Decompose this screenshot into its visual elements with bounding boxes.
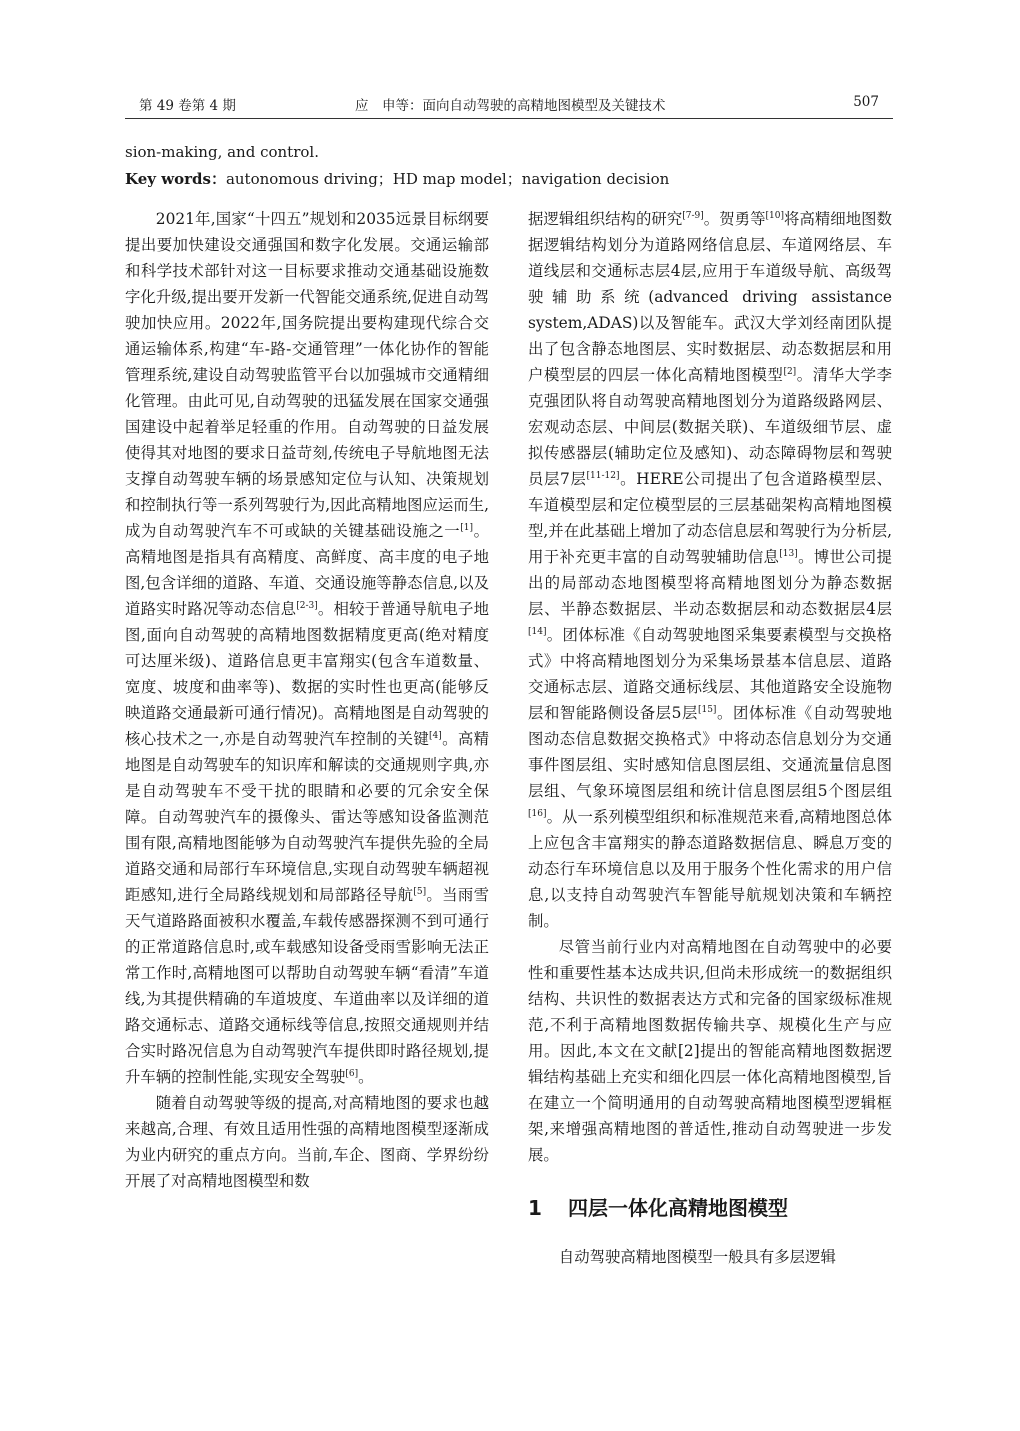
keywords (125, 168, 669, 189)
section-heading (528, 1194, 892, 1222)
citation: [10] (765, 211, 784, 221)
page-number: 507 (853, 94, 879, 110)
text-run: 据逻辑组织结构的研究 (528, 210, 683, 228)
text-run: 。从一系列模型组织和标准规范来看,高精地图总体上应包含丰富翔实的静态道路数据信息、瞬息万变的动态行车环境信息以及用于服务个性化需求的用户信息,以支持自动驾驶汽车智能导航规划决策和车辆控制。 (528, 808, 892, 930)
text-run: 。 (358, 1068, 374, 1086)
text-run: 。清华大学李克强团队将自动驾驶高精地图划分为道路级路网层、宏观动态层、中间层(数据关联)、车道级细节层、虚拟传感器层(辅助定位及感知)、动态障碍物层和驾驶员层7层 (528, 366, 892, 488)
text-run: 。高精地图是自动驾驶车的知识库和解读的交通规则字典,亦是自动驾驶车不受干扰的眼睛和必要的冗余安全保障。自动驾驶汽车的摄像头、雷达等感知设备监测范围有限,高精地图能够为自动驾驶汽车提供先验的全局道路交通和局部行车环境信息,实现自动驾驶车辆超视距感知,进行全局路线规划和局部路径导航 (125, 730, 489, 904)
body-paragraph: 尽管当前行业内对高精地图在自动驾驶中的必要性和重要性基本达成共识,但尚未形成统一的数据组织结构、共识性的数据表达方式和完备的国家级标准规范,不利于高精地图数据传输共享、规模化生产与应用。因此,本文在文献[2]提出的智能高精地图数据逻辑结构基础上充实和细化四层一体化高精地图模型,旨在建立一个简明通用的自动驾驶高精地图模型逻辑框架,来增强高精地图的普适性,推动自动驾驶进一步发展。 (528, 938, 892, 1164)
text-run: 。HERE公司提出了包含道路模型层、车道模型层和定位模型层的三层基础架构高精地图模型,并在此基础上增加了动态信息层和驾驶行为分析层,用于补充更丰富的自动驾驶辅助信息 (528, 470, 892, 566)
keywords-label: Key words： (125, 170, 226, 188)
text-run: 2021年,国家“十四五”规划和2035远景目标纲要提出要加快建设交通强国和数字化发展。交通运输部和科学技术部针对这一目标要求推动交通基础设施数字化升级,提出要开发新一代智能交通系统,促进自动驾驶加快应用。2022年,国务院提出要构建现代综合交通运输体系,构建“车-路-交通管理”一体化协作的智能管理系统,建设自动驾驶监管平台以加强城市交通精细化管理。由此可见,自动驾驶的迅猛发展在国家交通强国建设中起着举足轻重的作用。自动驾驶的日益发展使得其对地图的要求日益苛刻,传统电子导航地图无法支撑自动驾驶车辆的场景感知定位与认知、决策规划和控制执行等一系列驾驶行为,因此高精地图应运而生,成为自动驾驶汽车不可或缺的关键基础设施之一 (125, 210, 489, 540)
right-column (528, 206, 892, 1270)
citation: [11-12] (586, 471, 620, 481)
citation: [16] (528, 809, 547, 819)
abstract-tail: sion-making, and control. (125, 143, 319, 161)
body-paragraph: 自动驾驶高精地图模型一般具有多层逻辑 (558, 1248, 836, 1266)
text-run: 。高精地图是指具有高精度、高鲜度、高丰度的电子地图,包含详细的道路、车道、交通设施等静态信息,以及道路实时路况等动态信息 (125, 522, 489, 618)
text-run: 。团体标准《自动驾驶地图采集要素模型与交换格式》中将高精地图划分为采集场景基本信息层、道路交通标志层、道路交通标线层、其他道路安全设施物层和智能路侧设备层5层 (528, 626, 892, 722)
citation: [5] (413, 887, 427, 897)
left-column (125, 206, 489, 1194)
text-run: 。博世公司提出的局部动态地图模型将高精地图划分为静态数据层、半静态数据层、半动态数据层和动态数据层4层 (528, 548, 892, 618)
body-paragraph: 随着自动驾驶等级的提高,对高精地图的要求也越来越高,合理、有效且适用性强的高精地图模型逐渐成为业内研究的重点方向。当前,车企、图商、学界纷纷开展了对高精地图模型和数 (125, 1094, 489, 1190)
text-run: 。团体标准《自动驾驶地图动态信息数据交换格式》中将动态信息划分为交通事件图层组、实时感知信息图层组、交通流量信息图层组、气象环境图层组和统计信息图层组5个图层组 (528, 704, 892, 800)
citation: [6] (345, 1069, 359, 1079)
citation: [2-3] (296, 601, 318, 611)
article-running-title: 应 申等：面向自动驾驶的高精地图模型及关键技术 (355, 98, 666, 114)
journal-issue: 第 49 卷第 4 期 (139, 98, 236, 114)
keywords-text: autonomous driving；HD map model；navigation decision (225, 170, 670, 188)
section-title: 四层一体化高精地图模型 (568, 1196, 788, 1220)
citation: [7-9] (682, 211, 704, 221)
text-run: 。当雨雪天气道路路面被积水覆盖,车载传感器探测不到可通行的正常道路信息时,或车载感知设备受雨雪影响无法正常工作时,高精地图可以帮助自动驾驶车辆“看清”车道线,为其提供精确的车道坡度、车道曲率以及详细的道路交通标志、道路交通标线等信息,按照交通规则并结合实时路况信息为自动驾驶汽车提供即时路径规划,提升车辆的控制性能,实现安全驾驶 (125, 886, 489, 1086)
text-run: 。贺勇等 (703, 210, 766, 228)
body-paragraph (528, 206, 892, 934)
citation: [13] (779, 549, 798, 559)
text-run: 。相较于普通导航电子地图,面向自动驾驶的高精地图数据精度更高(绝对精度可达厘米级)、道路信息更丰富翔实(包含车道数量、宽度、坡度和曲率等)、数据的实时性也更高(能够反映道路交通最新可通行情况)。高精地图是自动驾驶的核心技术之一,亦是自动驾驶汽车控制的关键 (125, 600, 489, 748)
running-header (125, 92, 893, 119)
citation: [4] (429, 731, 442, 741)
body-paragraph (125, 206, 489, 1090)
citation: [1] (460, 523, 474, 533)
text-run: 将高精细地图数据逻辑结构划分为道路网络信息层、车道网络层、车道线层和交通标志层4层,应用于车道级导航、高级驾驶辅助系统(advanced driving assistance system,ADAS)以及智能车。武汉大学刘经南团队提出了包含静态地图层、实时数据层、动态数据层和用户模型层的四层一体化高精地图模型 (528, 210, 892, 384)
section-number: 1 (528, 1196, 542, 1220)
citation: [2] (783, 367, 797, 377)
citation: [15] (697, 705, 717, 715)
citation: [14] (528, 627, 547, 637)
